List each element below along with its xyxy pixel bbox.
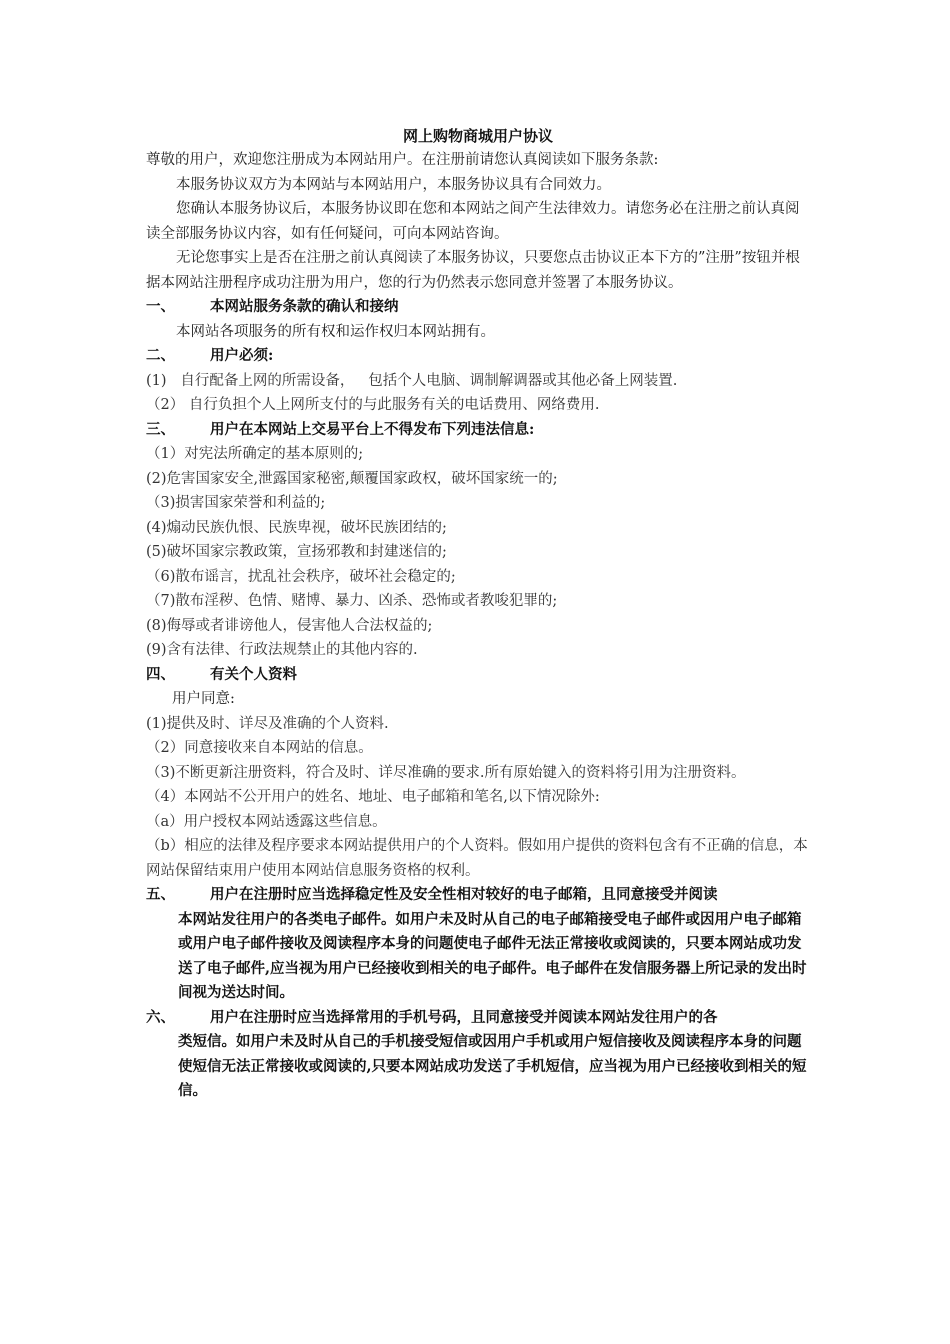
list-item: (1) 自行配备上网的所需设备， 包括个人电脑、调制解调器或其他必备上网装置. xyxy=(146,372,678,389)
section-4-lead: 用户同意: xyxy=(172,691,235,707)
section-5 xyxy=(146,883,810,908)
section-5-continuation xyxy=(146,908,810,1006)
section-number: 四、 xyxy=(146,665,175,683)
list-item: （1）对宪法所确定的基本原则的; xyxy=(146,446,364,462)
section-4-heading xyxy=(146,663,810,688)
section-1-body: 本网站各项服务的所有权和运作权归本网站拥有。 xyxy=(176,323,495,340)
section-number: 六、 xyxy=(146,1008,175,1026)
list-item: （a）用户授权本网站透露这些信息。 xyxy=(146,813,387,830)
list-item: (9)含有法律、行政法规禁止的其他内容的. xyxy=(146,642,418,658)
list-item: (4)煽动民族仇恨、民族卑视，破坏民族团结的; xyxy=(146,519,447,536)
list-item: （3)不断更新注册资料，符合及时、详尽准确的要求.所有原始键入的资料将引用为注册资料。 xyxy=(146,764,746,781)
section-1-heading xyxy=(146,295,810,320)
list-item: (8)侮辱或者诽谤他人，侵害他人合法权益的; xyxy=(146,617,433,634)
section-title: 本网站服务条款的确认和接纳 xyxy=(210,298,399,315)
section-3-heading xyxy=(146,418,810,443)
section-6 xyxy=(146,1006,810,1031)
agreement-document xyxy=(146,124,810,1104)
section-5-first-line: 用户在注册时应当选择稳定性及安全性相对较好的电子邮箱，且同意接受并阅读 xyxy=(210,886,718,903)
intro-greeting: 尊敬的用户，欢迎您注册成为本网站用户。在注册前请您认真阅读如下服务条款: xyxy=(146,152,659,168)
section-title: 用户在本网站上交易平台上不得发布下列违法信息: xyxy=(210,420,535,438)
document-title: 网上购物商城用户协议 xyxy=(402,127,553,145)
list-item: （2） 自行负担个人上网所支付的与此服务有关的电话费用、网络费用. xyxy=(146,397,600,413)
intro-paragraph-3: 无论您事实上是否在注册之前认真阅读了本服务协议，只要您点击协议正本下方的”注册”按钮并根据本网站注册程序成功注册为用户，您的行为仍然表示您同意并签署了本服务协议。 xyxy=(146,250,800,291)
list-item: （3)损害国家荣誉和利益的; xyxy=(146,495,326,511)
list-item: (1)提供及时、详尽及准确的个人资料. xyxy=(146,715,389,732)
list-item: （4）本网站不公开用户的姓名、地址、电子邮箱和笔名,以下情况除外: xyxy=(146,789,600,805)
intro-paragraph-1: 本服务协议双方为本网站与本网站用户，本服务协议具有合同效力。 xyxy=(176,176,611,193)
list-item: （7)散布淫秽、色情、赌博、暴力、凶杀、恐怖或者教唆犯罪的; xyxy=(146,593,558,609)
intro-paragraph-2: 您确认本服务协议后，本服务协议即在您和本网站之间产生法律效力。请您务必在注册之前认真阅读全部服务协议内容，如有任何疑问，可向本网站咨询。 xyxy=(146,201,800,242)
section-number: 三、 xyxy=(146,420,175,438)
list-item: （2）同意接收来自本网站的信息。 xyxy=(146,740,373,756)
section-5-body: 本网站发往用户的各类电子邮件。如用户未及时从自己的电子邮箱接受电子邮件或因用户电子邮箱或用户电子邮件接收及阅读程序本身的问题使电子邮件无法正常接收或阅读的，只要本网站成功发送了电子邮件,应当视为用户已经接收到相关的电子邮件。电子邮件在发信服务器上所记录的发出时间视为送达时间。 xyxy=(178,910,807,1001)
list-item: （b）相应的法律及程序要求本网站提供用户的个人资料。假如用户提供的资料包含有不正确的信息，本网站保留结束用户使用本网站信息服务资格的权利。 xyxy=(146,838,808,879)
section-number: 五、 xyxy=(146,886,175,903)
list-item: (2)危害国家安全,泄露国家秘密,颠覆国家政权，破坏国家统一的; xyxy=(146,470,558,487)
section-6-first-line: 用户在注册时应当选择常用的手机号码，且同意接受并阅读本网站发往用户的各 xyxy=(210,1008,718,1026)
section-number: 一、 xyxy=(146,298,175,315)
section-title: 用户必须: xyxy=(210,347,274,364)
section-6-body: 类短信。如用户未及时从自己的手机接受短信或因用户手机或用户短信接收及阅读程序本身的问题使短信无法正常接收或阅读的,只要本网站成功发送了手机短信，应当视为用户已经接收到相关的短信。 xyxy=(178,1033,807,1099)
section-2-heading xyxy=(146,344,810,369)
section-number: 二、 xyxy=(146,347,175,364)
list-item: (5)破坏国家宗教政策，宣扬邪教和封建迷信的; xyxy=(146,544,447,560)
section-6-continuation xyxy=(146,1030,810,1104)
list-item: （6)散布谣言，扰乱社会秩序，破坏社会稳定的; xyxy=(146,568,456,585)
section-title: 有关个人资料 xyxy=(210,665,297,683)
